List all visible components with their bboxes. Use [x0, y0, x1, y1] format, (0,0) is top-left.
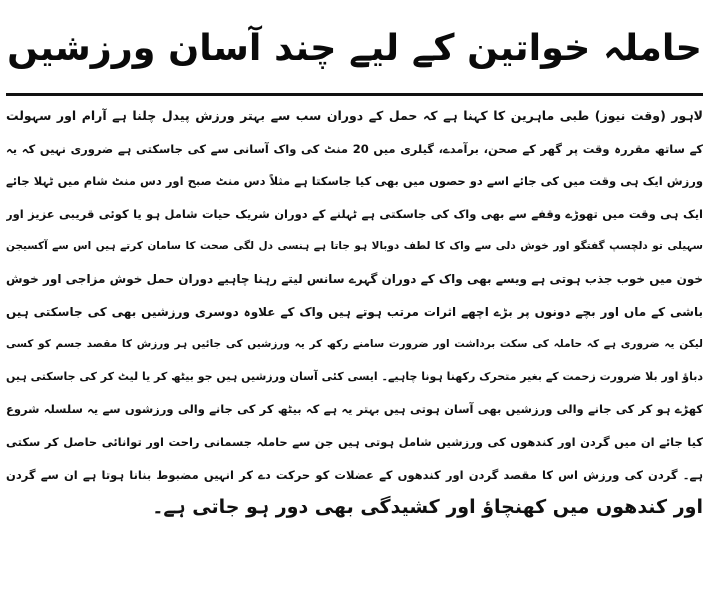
article-line: کے ساتھ مقررہ وقت پر گھر کے صحن، برآمدے، گیلری میں 20 منٹ کی واک آسانی سے کی جاسکتی ہے ضروری نہیں کہ یہ — [6, 141, 703, 156]
article-line: اور کندھوں میں کھنچاؤ اور کشیدگی بھی دور ہو جاتی ہے۔ — [152, 496, 703, 519]
article-line: لیکن یہ ضروری ہے کہ حاملہ کی سکت برداشت اور ضرورت سامنے رکھ کر یہ ورزشیں کی جائیں ہر ورزش کا مقصد جسم کو کسی — [6, 338, 703, 351]
article-line: ایک ہی وقت میں تھوڑے وقفے سے بھی واک کی جاسکتی ہے ٹہلنے کے دوران شریک حیات شامل ہو یا کوئی قریبی عزیز اور — [6, 206, 703, 221]
article-line: ورزش ایک ہی وقت میں کی جائے اسے دو حصوں میں بھی کیا جاسکتا ہے مثلاً دس منٹ صبح اور دس منٹ شام میں ٹہلا جائے — [6, 174, 703, 189]
article-line: خون میں خوب جذب ہوتی ہے ویسے بھی واک کے دوران گہرے سانس لیتے رہنا چاہیے دوران حمل خوش مزاجی اور خوش — [6, 271, 703, 286]
article-line: کھڑے ہو کر کی جانے والی ورزشیں بھی آسان ہوتی ہیں بہتر یہ ہے کہ بیٹھ کر کی جانے والی ورزشوں سے یہ سلسلہ شروع — [6, 402, 703, 417]
article-line: دباؤ اور بلا ضرورت زحمت کے بغیر متحرک رکھنا ہونا چاہیے۔ ایسی کئی آسان ورزشیں ہیں جو بیٹھ کر یا لیٹ کر کی جاسکتی ہیں — [6, 369, 703, 383]
headline-divider — [6, 93, 703, 96]
article-line: باشی کے ماں اور بچے دونوں پر بڑے اچھے اثرات مرتب ہوتے ہیں واک کے علاوہ دوسری ورزشیں بھی کی جاسکتی ہیں — [6, 304, 703, 319]
article-line: لاہور (وقت نیوز) طبی ماہرین کا کہنا ہے کہ حمل کے دوران سب سے بہتر ورزش پیدل چلنا ہے آرام اور سہولت — [6, 108, 703, 123]
article-line: کیا جائے ان میں گردن اور کندھوں کی ورزشیں شامل ہوتی ہیں جن سے حاملہ جسمانی راحت اور توانائی حاصل کر سکتی — [6, 434, 703, 449]
article-body — [6, 100, 703, 524]
article-line: سہیلی تو دلچسپ گفتگو اور خوش دلی سے واک کا لطف دوبالا ہو جاتا ہے ہنسی دل لگی صحت کا سامان کرتے ہیں اس سے آکسیجن — [6, 240, 703, 253]
article-headline: حاملہ خواتین کے لیے چند آسان ورزشیں — [7, 26, 702, 69]
article-line: ہے۔ گردن کی ورزش اس کا مقصد گردن اور کندھوں کے عضلات کو حرکت دے کر انہیں مضبوط بنانا ہوتا ہے ان سے گردن — [6, 467, 703, 482]
